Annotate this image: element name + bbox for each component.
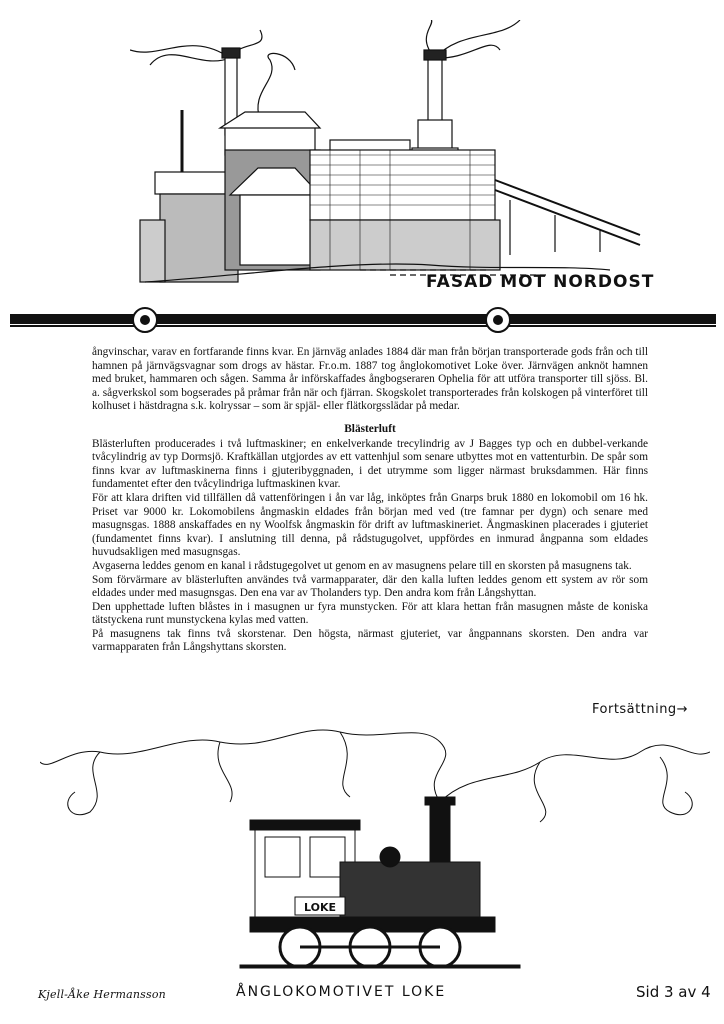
- article-body: [92, 346, 648, 655]
- steam-locomotive-illustration-icon: [40, 712, 710, 982]
- paragraph: Som förvärmare av blästerluften användes två varmapparater, där den kalla luften leddes genom ett system av rör som eldades under med masugnsgas. Den ena var av Tholanders typ. Den andra kom från Långshyttan.: [92, 573, 648, 600]
- locomotive-plate: LOKE: [303, 901, 337, 914]
- factory-building-illustration-icon: [130, 20, 650, 300]
- paragraph: På masugnens tak finns två skorstenar. Den högsta, närmast gjuteriet, var ångpannans skorsten. Den andra var varmapparaten från Långshyttans skorsten.: [92, 627, 648, 654]
- paragraph: Den upphettade luften blåstes in i masugnen ur fyra munstycken. För att klara hettan från masugnen måste de koniska tätstyckena runt munstyckena kylas med vatten.: [92, 600, 648, 627]
- paragraph: För att klara driften vid tillfällen då vattenföringen i ån var låg, inköptes från Gnarps bruk 1880 en lokomobil om 16 hk. Priset var 9000 kr. Lokomobilens ångmaskin eldades från början med ved (tre famnar per dygn) och senare med masugnsgas. 1888 anskaffades en ny Woolfsk ångmaskin för drift av luftmaskineriet. Ångmaskinen placerades i gjuteriet (fundamentet finns kvar). I anslutning till denna, på rådstugugolvet, uppfördes en inmurad ångpanna som eldades huvudsakligen med masugnsgas.: [92, 491, 648, 559]
- intro-paragraph: ångvinschar, varav en fortfarande finns kvar. En järnväg anlades 1884 där man från början transporterade gods från och till hamnen på järnvägsvagnar som drogs av hästar. Fr.o.m. 1887 tog ånglokomotivet Loke över. Järnvägen anknöt hamnen med bruket, hammaren och sågen. Samma år införskaffades ångbogseraren Ophelia för att utföra transporter till sjöss. Bl. a. sågverkskol som bogserades på pråmar från när och fjärran. Skogskolet transporterades från kolskogen på vinterföret till kolhuset i hästdragna s.k. kolryssar – som är spjäl- eller flätkorgsslädar på medar.: [92, 346, 648, 413]
- ornamental-divider: [10, 306, 716, 336]
- section-heading: Blästerluft: [344, 422, 396, 435]
- top-illustration-caption: FASAD MOT NORDOST: [426, 272, 655, 292]
- bottom-illustration-caption: ÅNGLOKOMOTIVET LOKE: [236, 984, 447, 1000]
- author-signature: Kjell-Åke Hermansson: [38, 988, 166, 1001]
- paragraph: Avgaserna leddes genom en kanal i rådstugegolvet ut genom en av masugnens pelare till en skorsten på masugnens tak.: [92, 559, 632, 572]
- paragraph: Blästerluften producerades i två luftmaskiner; en enkelverkande trecylindrig av J Bagges typ och en dubbel-verkande tvåcylindrig av typ Dormsjö. Kraftkällan utgjordes av ett vattenhjul som senare utbyttes mot en vattenturbin. De spår som finns kvar av luftmaskinerna finns i gjuteribyggnaden, i det utrymme som ligger närmast bruksdammen. Här finns fundamentet efter den tvåcylindriga luftmaskinen kvar.: [92, 437, 648, 491]
- page-number: Sid 3 av 4: [636, 983, 711, 1001]
- continuation-note: Fortsättning→: [592, 702, 689, 717]
